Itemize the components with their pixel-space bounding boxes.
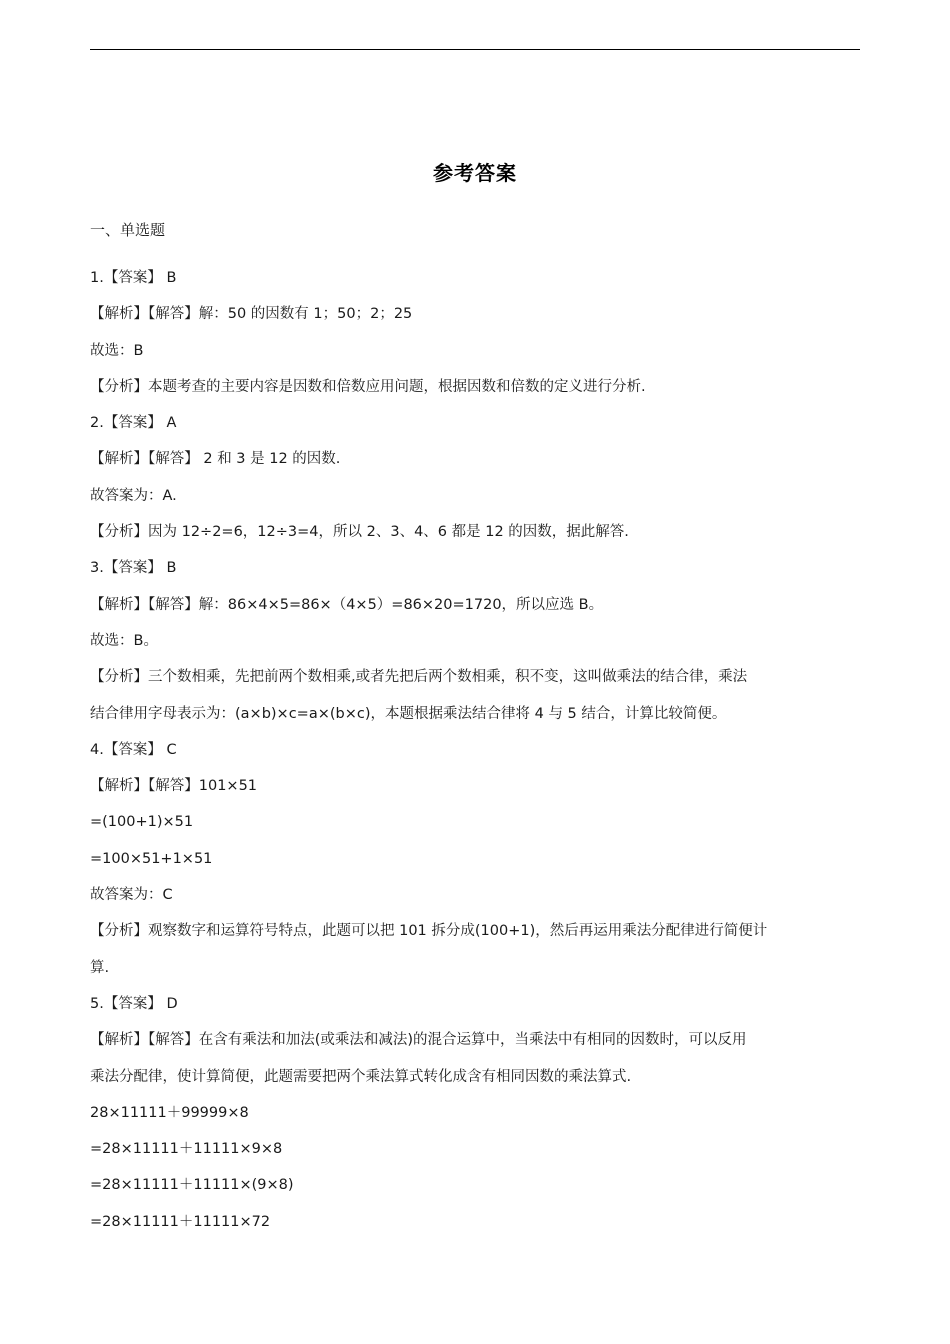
- answer-line: 故答案为：A.: [90, 487, 177, 504]
- answer-line: 【分析】本题考查的主要内容是因数和倍数应用问题，根据因数和倍数的定义进行分析.: [90, 378, 646, 395]
- answer-line: 【解析】【解答】 2 和 3 是 12 的因数.: [90, 451, 341, 468]
- answer-line: 【解析】【解答】解：50 的因数有 1；50；2；25: [90, 306, 413, 323]
- answer-line: 结合律用字母表示为：(a×b)×c=a×(b×c)，本题根据乘法结合律将 4 与 5 结合，计算比较简便。: [90, 705, 727, 722]
- answer-line: 1.【答案】 B: [90, 270, 177, 286]
- answer-line: 乘法分配律，使计算简便，此题需要把两个乘法算式转化成含有相同因数的乘法算式.: [90, 1068, 632, 1085]
- answer-line: 【分析】因为 12÷2=6，12÷3=4，所以 2、3、4、6 都是 12 的因数，据此解答.: [90, 524, 629, 541]
- answer-line: 故答案为：C: [90, 887, 173, 904]
- answer-line: 故选：B。: [90, 632, 158, 649]
- answer-line: 5.【答案】 D: [90, 995, 178, 1012]
- page-title: 参考答案: [433, 161, 517, 185]
- section-heading: 一、单选题: [90, 221, 166, 239]
- answer-line: 算.: [90, 959, 110, 976]
- answer-line: 故选：B: [90, 342, 144, 359]
- answer-line: =28×11111＋11111×72: [90, 1213, 271, 1230]
- answer-line: =(100+1)×51: [90, 814, 194, 831]
- answer-line: 28×11111＋99999×8: [90, 1104, 249, 1121]
- answer-line: 【解析】【解答】101×51: [90, 778, 258, 795]
- answer-line: 【分析】观察数字和运算符号特点，此题可以把 101 拆分成(100+1)，然后再运用乘法分配律进行简便计: [90, 923, 768, 940]
- answer-line: 【解析】【解答】在含有乘法和加法(或乘法和减法)的混合运算中，当乘法中有相同的因数时，可以反用: [90, 1032, 747, 1049]
- answer-line: =28×11111＋11111×9×8: [90, 1141, 283, 1158]
- header-rule: [90, 49, 860, 50]
- answer-line: =28×11111＋11111×(9×8): [90, 1177, 294, 1194]
- answer-line: =100×51+1×51: [90, 850, 213, 867]
- answer-line: 【解析】【解答】解：86×4×5=86×（4×5）=86×20=1720，所以应选 B。: [90, 596, 604, 613]
- answer-content: [90, 260, 860, 1240]
- answer-line: 2.【答案】 A: [90, 415, 177, 432]
- answer-line: 4.【答案】 C: [90, 741, 177, 758]
- answer-line: 3.【答案】 B: [90, 560, 177, 577]
- answer-line: 【分析】三个数相乘，先把前两个数相乘,或者先把后两个数相乘，积不变，这叫做乘法的结合律，乘法: [90, 669, 748, 686]
